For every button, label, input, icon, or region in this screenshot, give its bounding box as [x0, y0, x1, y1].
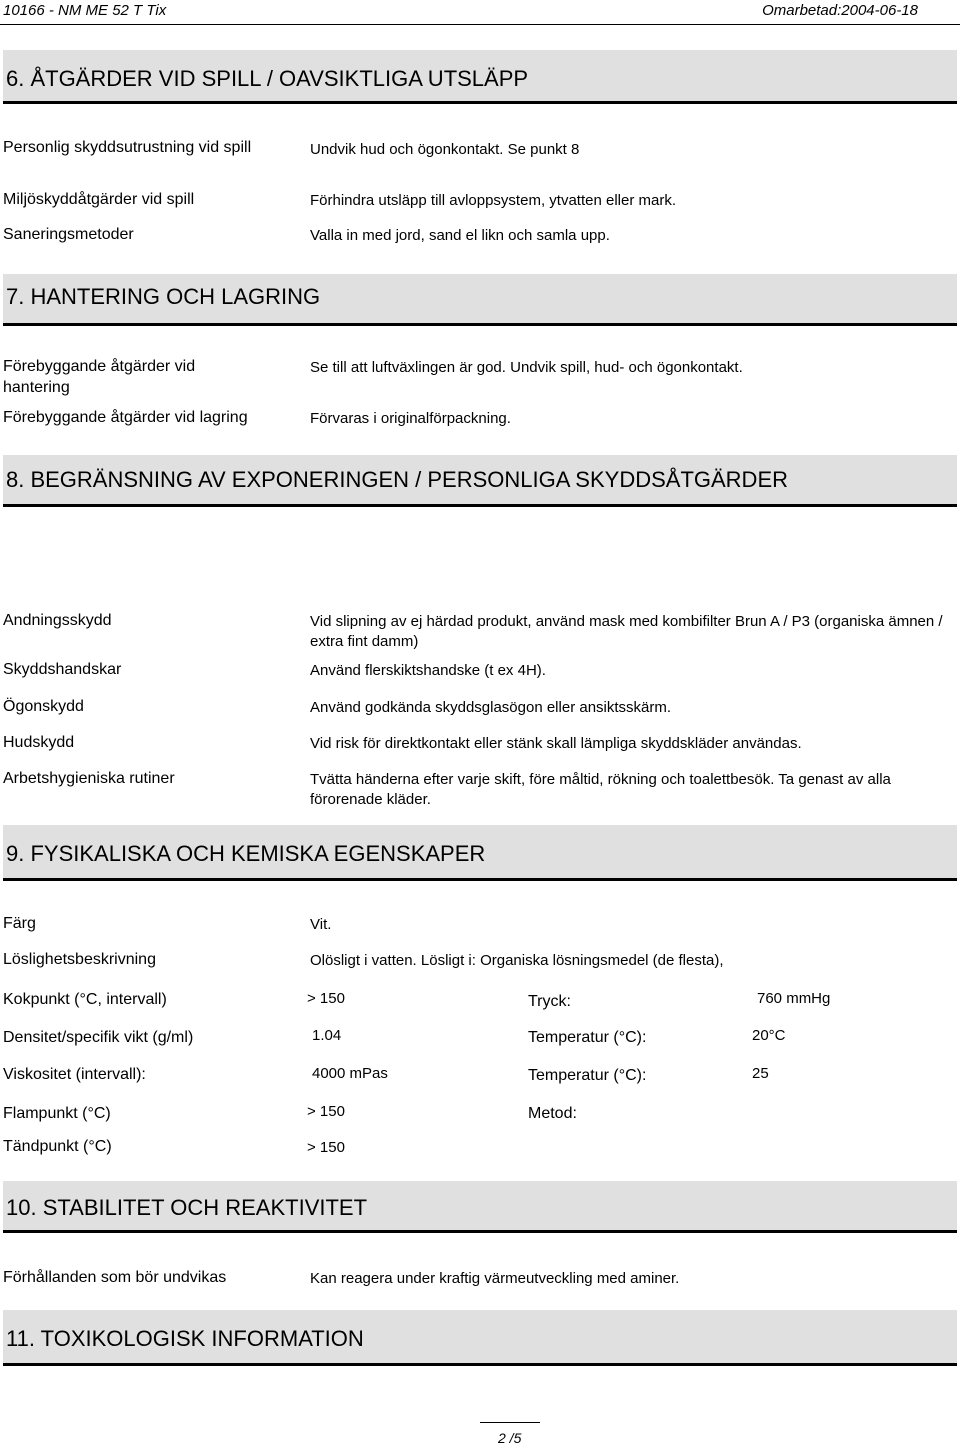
label-cleanup-methods: Saneringsmetoder: [3, 226, 134, 243]
section-6-title: 6. ÅTGÄRDER VID SPILL / OAVSIKTLIGA UTSLÄPP: [6, 66, 529, 91]
label-hygiene-routines: Arbetshygieniska rutiner: [3, 770, 175, 787]
value-density-temperature: 20°C: [752, 1027, 786, 1044]
value-eye-protection: Använd godkända skyddsglasögon eller ansiktsskärm.: [310, 699, 672, 716]
value-pressure: 760 mmHg: [757, 990, 831, 1007]
value-skin-protection: Vid risk för direktkontakt eller stänk skall lämpliga skyddskläder användas.: [310, 735, 802, 752]
section-7-title: 7. HANTERING OCH LAGRING: [6, 284, 321, 309]
value-hygiene-routines: Tvätta händerna efter varje skift, före måltid, rökning och toalettbesök. Ta genast av alla förorenade kläder.: [310, 771, 891, 808]
label-density: Densitet/specifik vikt (g/ml): [3, 1029, 194, 1046]
label-viscosity-temperature: Temperatur (°C):: [528, 1067, 647, 1084]
section-9-header: [3, 825, 957, 881]
value-flash-point: > 150: [307, 1103, 345, 1120]
section-11-title: 11. TOXIKOLOGISK INFORMATION: [6, 1326, 364, 1351]
value-handling-precautions: Se till att luftväxlingen är god. Undvik spill, hud- och ögonkontakt.: [310, 359, 743, 376]
value-personal-protection-spill: Undvik hud och ögonkontakt. Se punkt 8: [310, 141, 580, 158]
label-color: Färg: [3, 915, 36, 932]
label-respiratory-protection: Andningsskydd: [3, 612, 112, 629]
value-density: 1.04: [312, 1027, 342, 1044]
value-ignition-point: > 150: [307, 1139, 345, 1156]
label-method: Metod:: [528, 1105, 577, 1122]
label-ignition-point: Tändpunkt (°C): [3, 1138, 112, 1155]
header-rule: [0, 24, 960, 25]
value-solubility: Olösligt i vatten. Lösligt i: Organiska lösningsmedel (de flesta),: [310, 952, 724, 969]
section-6-header: [3, 50, 957, 104]
section-8-header: [3, 455, 957, 507]
value-hand-protection: Använd flerskiktshandske (t ex 4H).: [310, 662, 546, 679]
revision-date: Omarbetad:2004-06-18: [762, 2, 918, 19]
section-8-title: 8. BEGRÄNSNING AV EXPONERINGEN / PERSONLIGA SKYDDSÅTGÄRDER: [6, 467, 789, 492]
label-hand-protection: Skyddshandskar: [3, 661, 122, 678]
label-storage-precautions: Förebyggande åtgärder vid lagring: [3, 409, 248, 426]
value-viscosity: 4000 mPas: [312, 1065, 388, 1082]
section-10-header: [3, 1181, 957, 1233]
section-10-title: 10. STABILITET OCH REAKTIVITET: [6, 1195, 368, 1220]
value-storage-precautions: Förvaras i originalförpackning.: [310, 410, 511, 427]
value-cleanup-methods: Valla in med jord, sand el likn och samla upp.: [310, 227, 610, 244]
label-boiling-point: Kokpunkt (°C, intervall): [3, 991, 167, 1008]
section-9-title: 9. FYSIKALISKA OCH KEMISKA EGENSKAPER: [6, 841, 486, 866]
page-number: 2 /5: [498, 1430, 522, 1446]
section-7-header: [3, 274, 957, 326]
value-conditions-to-avoid: Kan reagera under kraftig värmeutveckling med aminer.: [310, 1270, 680, 1287]
value-boiling-point: > 150: [307, 990, 345, 1007]
label-solubility: Löslighetsbeskrivning: [3, 951, 156, 968]
label-pressure: Tryck:: [528, 993, 571, 1010]
footer-rule: [480, 1422, 540, 1423]
value-viscosity-temperature: 25: [752, 1065, 769, 1082]
label-density-temperature: Temperatur (°C):: [528, 1029, 647, 1046]
value-respiratory-protection: Vid slipning av ej härdad produkt, använd mask med kombifilter Brun A / P3 (organiska ämnen / extra fint damm): [310, 613, 943, 650]
document-id: 10166 - NM ME 52 T Tix: [3, 2, 167, 19]
label-viscosity: Viskositet (intervall):: [3, 1066, 146, 1083]
section-11-header: [3, 1310, 957, 1366]
label-handling-precautions: Förebyggande åtgärder vid hantering: [3, 358, 196, 396]
label-conditions-to-avoid: Förhållanden som bör undvikas: [3, 1269, 227, 1286]
value-environmental-spill: Förhindra utsläpp till avloppsystem, ytvatten eller mark.: [310, 192, 676, 209]
label-flash-point: Flampunkt (°C): [3, 1105, 111, 1122]
value-color: Vit.: [310, 916, 332, 933]
label-environmental-spill: Miljöskyddåtgärder vid spill: [3, 191, 195, 208]
label-personal-protection-spill: Personlig skyddsutrustning vid spill: [3, 139, 252, 156]
label-eye-protection: Ögonskydd: [3, 698, 84, 715]
label-skin-protection: Hudskydd: [3, 734, 75, 751]
